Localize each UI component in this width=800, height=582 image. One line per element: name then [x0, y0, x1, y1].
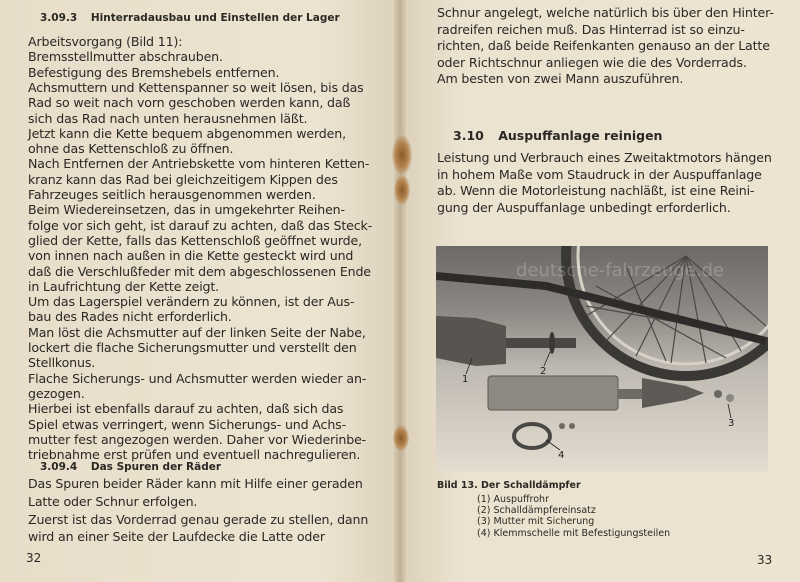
- text-line: Um das Lagerspiel verändern zu können, ist der Aus-: [28, 294, 355, 310]
- text-line: Nach Entfernen der Antriebskette vom hinteren Ketten-: [28, 156, 370, 172]
- callout-4: 4: [558, 450, 565, 461]
- text-line: Achsmuttern und Kettenspanner so weit lösen, bis das: [28, 79, 364, 95]
- section-number: 3.10: [453, 128, 484, 143]
- text-line: Hierbei ist ebenfalls darauf zu achten, daß sich das: [28, 401, 344, 417]
- page-number: 32: [26, 551, 42, 565]
- text-line: Bremsstellmutter abschrauben.: [28, 49, 223, 65]
- text-line: (2) Schalldämpfereinsatz: [477, 505, 596, 517]
- text-line: Spiel etwas verringert, wenn Sicherungs- und Achs-: [28, 416, 346, 432]
- text-line: oder Richtschnur anliegen wie die des Vorderrads.: [437, 54, 747, 70]
- text-line: Stellkonus.: [28, 355, 96, 371]
- text-line: Beim Wiedereinsetzen, das in umgekehrter Reihen-: [28, 202, 345, 218]
- text-line: Man löst die Achsmutter auf der linken Seite der Nabe,: [28, 324, 366, 340]
- text-line: daß die Verschlußfeder mit dem abgeschlossenen Ende: [28, 263, 371, 279]
- text-line: bau des Rades nicht erforderlich.: [28, 309, 232, 325]
- text-line: Jetzt kann die Kette bequem abgenommen werden,: [28, 125, 346, 141]
- text-line: Das Spuren beider Räder kann mit Hilfe einer geraden: [28, 476, 363, 491]
- text-line: Flache Sicherungs- und Achsmutter werden wieder an-: [28, 370, 367, 386]
- text-line: radreifen reichen muß. Das Hinterrad ist so einzu-: [437, 21, 745, 37]
- text-line: mutter fest angezogen werden. Daher vor Wiederinbe-: [28, 431, 367, 447]
- muffler-photo: [436, 246, 768, 472]
- text-line: in Laufrichtung der Kette zeigt.: [28, 278, 220, 294]
- muffler-illustration: [436, 246, 768, 472]
- section-heading: [40, 461, 221, 473]
- text-line: Schnur angelegt, welche natürlich bis über den Hinter-: [437, 5, 774, 20]
- text-line: wird an einer Seite der Laufdecke die Latte oder: [28, 529, 325, 545]
- text-line: Zuerst ist das Vorderrad genau gerade zu stellen, dann: [28, 511, 369, 527]
- text-line: ab. Wenn die Motorleistung nachläßt, ist eine Reini-: [437, 183, 755, 199]
- text-line: lockert die flache Sicherungsmutter und verstellt den: [28, 340, 357, 355]
- section-number: 3.09.4: [40, 461, 78, 473]
- text-line: Latte oder Schnur erfolgen.: [28, 493, 198, 509]
- callout-1: 1: [462, 374, 469, 385]
- text-line: von innen nach außen in die Kette gesteckt wird und: [28, 248, 354, 264]
- text-line: kranz kann das Rad bei gleichzeitigem Kippen des: [28, 171, 338, 187]
- text-line: (1) Auspuffrohr: [477, 494, 549, 505]
- callout-2: 2: [540, 366, 547, 377]
- text-line: triebnahme erst prüfen und eventuell nachregulieren.: [28, 447, 361, 463]
- book-gutter: [394, 0, 406, 582]
- text-line: Leistung und Verbrauch eines Zweitaktmotors hängen: [437, 150, 772, 165]
- section-title: Auspuffanlage reinigen: [498, 128, 663, 143]
- stain-mark: [393, 425, 409, 451]
- page-number: 33: [757, 553, 773, 567]
- section-title: Hinterradausbau und Einstellen der Lager: [90, 12, 340, 24]
- section-heading: [40, 12, 340, 24]
- section-heading: [453, 128, 662, 143]
- text-line: in hohem Maße vom Staudruck in der Auspuffanlage: [437, 166, 762, 182]
- text-line: (3) Mutter mit Sicherung: [477, 516, 595, 528]
- section-number: 3.09.3: [40, 12, 78, 24]
- watermark-text: deutsche-fahrzeuge.de: [516, 260, 725, 281]
- text-line: Fahrzeuges seitlich herausgenommen werden.: [28, 187, 316, 202]
- stain-mark: [392, 135, 412, 175]
- text-line: folge vor sich geht, ist darauf zu achten, daß das Steck-: [28, 217, 373, 233]
- stain-mark: [394, 175, 410, 205]
- text-line: Am besten von zwei Mann auszuführen.: [437, 71, 684, 87]
- text-line: Rad so weit nach vorn geschoben werden kann, daß: [28, 95, 351, 111]
- figure-caption-title: Bild 13. Der Schalldämpfer: [437, 480, 581, 491]
- text-line: ohne das Kettenschloß zu öffnen.: [28, 141, 234, 157]
- text-line: Arbeitsvorgang (Bild 11):: [28, 34, 183, 49]
- text-line: Befestigung des Bremshebels entfernen.: [28, 64, 280, 80]
- text-line: gung der Auspuffanlage unbedingt erforderlich.: [437, 199, 731, 215]
- text-line: richten, daß beide Reifenkanten genauso an der Latte: [437, 38, 770, 54]
- section-title: Das Spuren der Räder: [90, 461, 222, 473]
- callout-3: 3: [728, 418, 735, 429]
- text-line: gezogen.: [28, 385, 85, 401]
- text-line: sich das Rad nach unten herausnehmen läßt.: [28, 110, 308, 126]
- text-line: (4) Klemmschelle mit Befestigungsteilen: [477, 527, 671, 539]
- text-line: glied der Kette, falls das Kettenschloß geöffnet wurde,: [28, 232, 362, 248]
